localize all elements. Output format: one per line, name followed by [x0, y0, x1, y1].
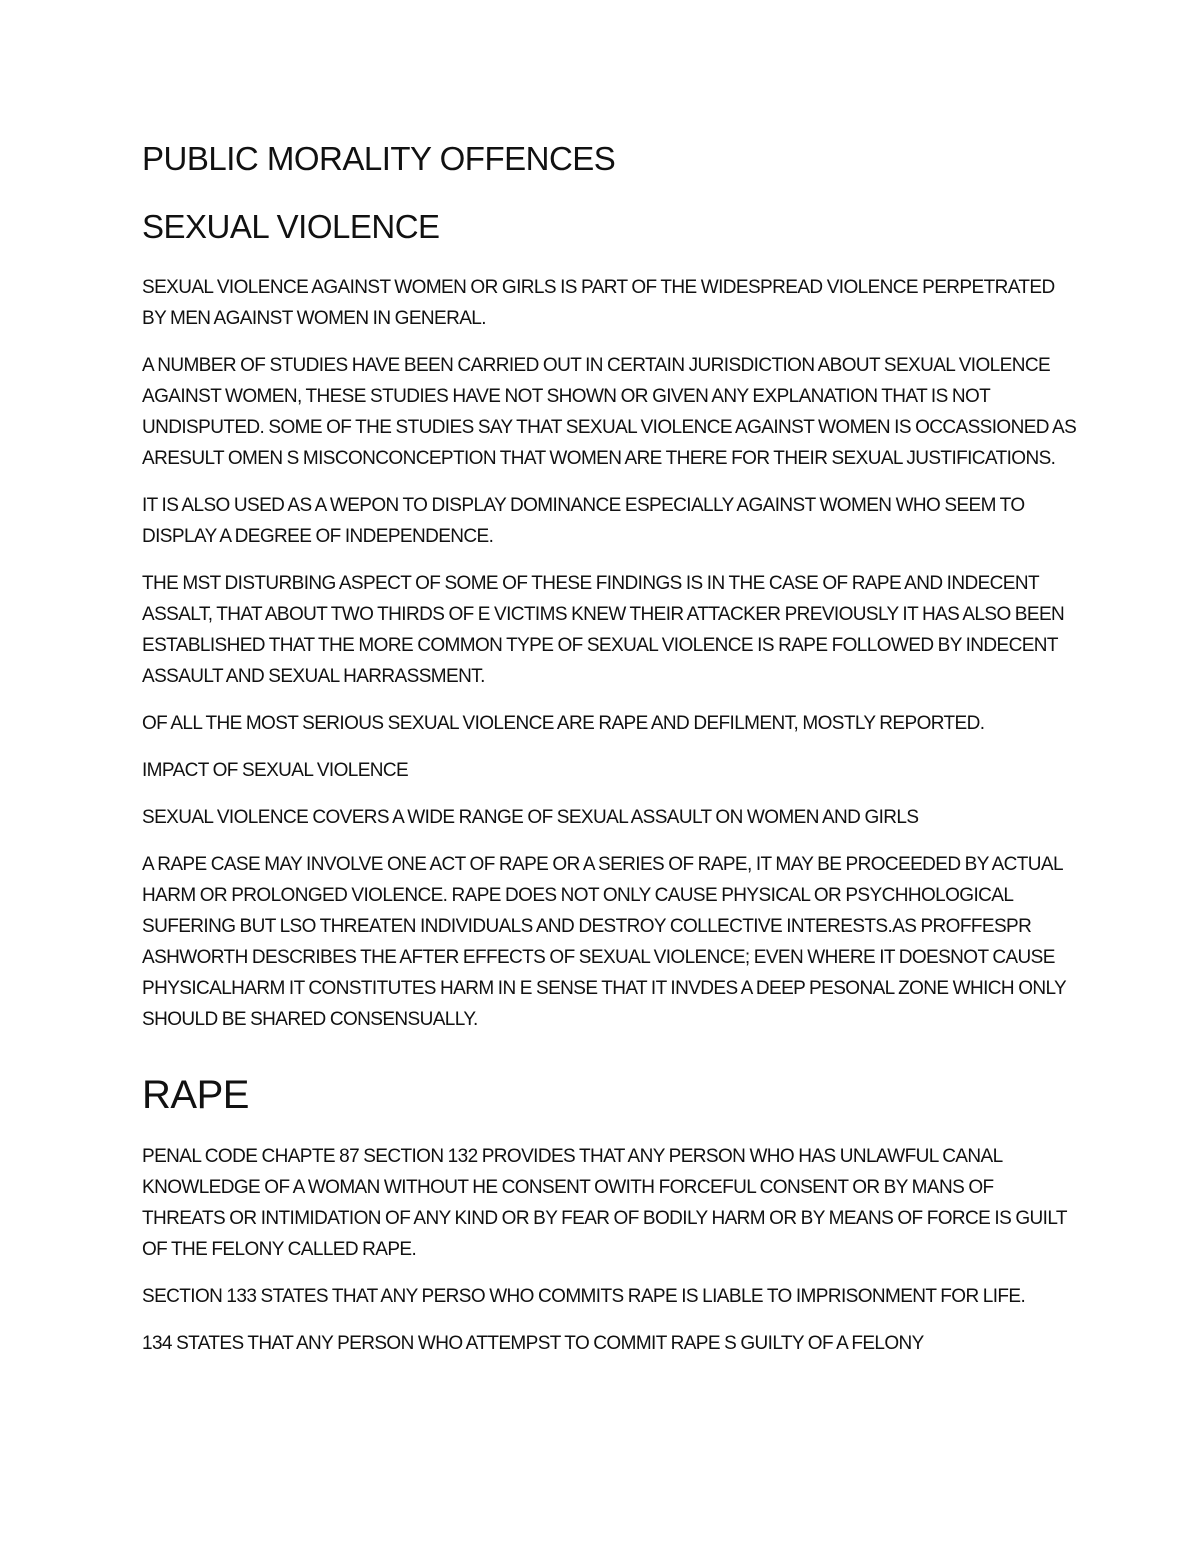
paragraph: IT IS ALSO USED AS A WEPON TO DISPLAY DOMINANCE ESPECIALLY AGAINST WOMEN WHO SEEM TO DISPLAY A DEGREE OF INDEPENDENCE.	[142, 494, 1025, 547]
paragraph: SEXUAL VIOLENCE AGAINST WOMEN OR GIRLS IS PART OF THE WIDESPREAD VIOLENCE PERPETRATED BY MEN AGAINST WOMEN IN GENERAL.	[142, 276, 1055, 329]
paragraph: SECTION 133 STATES THAT ANY PERSO WHO COMMITS RAPE IS LIABLE TO IMPRISONMENT FOR LIFE.	[142, 1285, 1026, 1307]
section-heading-rape: RAPE	[142, 1072, 249, 1117]
page-title: PUBLIC MORALITY OFFENCES	[142, 140, 616, 177]
paragraph: OF ALL THE MOST SERIOUS SEXUAL VIOLENCE ARE RAPE AND DEFILMENT, MOSTLY REPORTED.	[142, 712, 985, 734]
paragraph: A RAPE CASE MAY INVOLVE ONE ACT OF RAPE OR A SERIES OF RAPE, IT MAY BE PROCEEDED BY ACTUAL HARM OR PROLONGED VIOLENCE. RAPE DOES NOT ONLY CAUSE PHYSICAL OR PSYCHHOLOGICAL SUFERING BUT LSO THREATEN INDIVIDUALS AND DESTROY COLLECTIVE INTERESTS.AS PROFFESPR ASHWORTH DESCRIBES THE AFTER EFFECTS OF SEXUAL VIOLENCE; EVEN WHERE IT DOESNOT CAUSE PHYSICALHARM IT CONSTITUTES HARM IN E SENSE THAT IT INVDES A DEEP PESONAL ZONE WHICH ONLY SHOULD BE SHARED CONSENSUALLY.	[142, 853, 1066, 1030]
paragraph: PENAL CODE CHAPTE 87 SECTION 132 PROVIDES THAT ANY PERSON WHO HAS UNLAWFUL CANAL KNOWLEDGE OF A WOMAN WITHOUT HE CONSENT OWITH FORCEFUL CONSENT OR BY MANS OF THREATS OR INTIMIDATION OF ANY KIND OR BY FEAR OF BODILY HARM OR BY MEANS OF FORCE IS GUILT OF THE FELONY CALLED RAPE.	[142, 1145, 1067, 1260]
paragraph: SEXUAL VIOLENCE COVERS A WIDE RANGE OF SEXUAL ASSAULT ON WOMEN AND GIRLS	[142, 806, 919, 828]
subheading-impact: IMPACT OF SEXUAL VIOLENCE	[142, 759, 409, 781]
section-heading-sexual-violence: SEXUAL VIOLENCE	[142, 207, 440, 245]
paragraph: THE MST DISTURBING ASPECT OF SOME OF THESE FINDINGS IS IN THE CASE OF RAPE AND INDECENT ASSALT, THAT ABOUT TWO THIRDS OF E VICTIMS KNEW THEIR ATTACKER PREVIOUSLY IT HAS ALSO BEEN ESTABLISHED THAT THE MORE COMMON TYPE OF SEXUAL VIOLENCE IS RAPE FOLLOWED BY INDECENT ASSAULT AND SEXUAL HARRASSMENT.	[142, 572, 1065, 687]
paragraph: 134 STATES THAT ANY PERSON WHO ATTEMPST TO COMMIT RAPE S GUILTY OF A FELONY	[142, 1332, 924, 1354]
paragraph: A NUMBER OF STUDIES HAVE BEEN CARRIED OUT IN CERTAIN JURISDICTION ABOUT SEXUAL VIOLENCE AGAINST WOMEN, THESE STUDIES HAVE NOT SHOWN OR GIVEN ANY EXPLANATION THAT IS NOT UNDISPUTED. SOME OF THE STUDIES SAY THAT SEXUAL VIOLENCE AGAINST WOMEN IS OCCASSIONED AS ARESULT OMEN S MISCONCONCEPTION THAT WOMEN ARE THERE FOR THEIR SEXUAL JUSTIFICATIONS.	[142, 354, 1077, 469]
document-page	[142, 140, 1077, 1375]
